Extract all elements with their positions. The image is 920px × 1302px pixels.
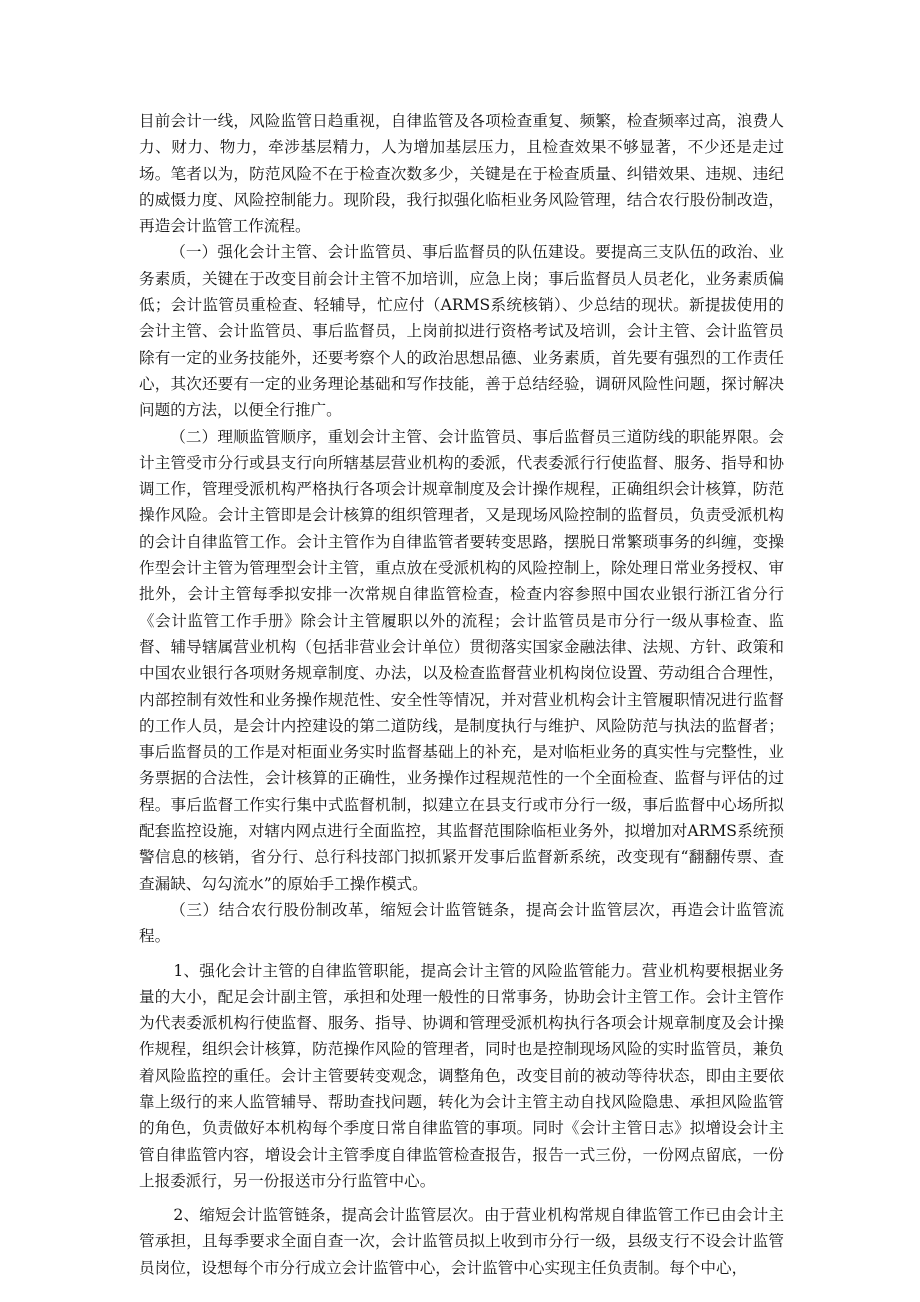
intro-paragraph: 目前会计一线，风险监管日趋重视，自律监管及各项检查重复、频繁，检查频率过高，浪费人力、财力、物力，牵涉基层精力，人为增加基层压力，且检查效果不够显著，不少还是走过场。笔者以为，防范风险不在于检查次数多少，关键是在于检查质量、纠错效果、违规、违纪的威慑力度、风险控制能力。现阶段，我行拟强化临柜业务风险管理，结合农行股份制改造，再造会计监管工作流程。 [139,112,784,236]
section-three-heading: （三）结合农行股份制改革，缩短会计监管链条，提高会计监管层次，再造会计监管流程。 [139,900,784,946]
item-two-paragraph: 2、缩短会计监管链条，提高会计监管层次。由于营业机构常规自律监管工作已由会计主管承担，且每季要求全面自查一次，会计监管员拟上收到市分行一级，县级支行不设会计监管员岗位，设想每个市分行成立会计监管中心，会计监管中心实现主任负责制。每个中心， [139,1206,784,1277]
section-one-paragraph: （一）强化会计主管、会计监管员、事后监督员的队伍建设。要提高三支队伍的政治、业务素质，关键在于改变目前会计主管不加培训，应急上岗；事后监督员人员老化，业务素质偏低；会计监管员重检查、轻辅导，忙应付（ARMS系统核销）、少总结的现状。新提拔使用的会计主管、会计监管员、事后监督员，上岗前拟进行资格考试及培训，会计主管、会计监管员除有一定的业务技能外，还要考察个人的政治思想品德、业务素质，首先要有强烈的工作责任心，其次还要有一定的业务理论基础和写作技能，善于总结经验，调研风险性问题，探讨解决问题的方法，以便全行推广。 [139,243,784,420]
document-body [139,108,784,1281]
item-one-paragraph: 1、强化会计主管的自律监管职能，提高会计主管的风险监管能力。营业机构要根据业务量的大小，配足会计副主管，承担和处理一般性的日常事务，协助会计主管工作。会计主管作为代表委派机构行使监督、服务、指导、协调和管理受派机构执行各项会计规章制度及会计操作规程，组织会计核算，防范操作风险的管理者，同时也是控制现场风险的实时监管员，兼负着风险监控的重任。会计主管要转变观念，调整角色，改变目前的被动等待状态，即由主要依靠上级行的来人监管辅导、帮助查找问题，转化为会计主管主动自找风险隐患、承担风险监管的角色，负责做好本机构每个季度日常自律监管的事项。同时《会计主管日志》拟增设会计主管自律监管内容，增设会计主管季度自律监管检查报告，报告一式三份，一份网点留底，一份上报委派行，另一份报送市分行监管中心。 [139,961,784,1190]
section-two-paragraph: （二）理顺监管顺序，重划会计主管、会计监管员、事后监督员三道防线的职能界限。会计主管受市分行或县支行向所辖基层营业机构的委派，代表委派行行使监督、服务、指导和协调工作，管理受派机构严格执行各项会计规章制度及会计操作规程，正确组织会计核算，防范操作风险。会计主管即是会计核算的组织管理者，又是现场风险控制的监督员，负责受派机构的会计自律监管工作。会计主管作为自律监管者要转变思路，摆脱日常繁琐事务的纠缠，变操作型会计主管为管理型会计主管，重点放在受派机构的风险控制上，除处理日常业务授权、审批外，会计主管每季拟安排一次常规自律监管检查，检查内容参照中国农业银行浙江省分行《会计监管工作手册》除会计主管履职以外的流程；会计监管员是市分行一级从事检查、监督、辅导辖属营业机构（包括非营业会计单位）贯彻落实国家金融法律、法规、方针、政策和中国农业银行各项财务规章制度、办法，以及检查监督营业机构岗位设置、劳动组合合理性，内部控制有效性和业务操作规范性、安全性等情况，并对营业机构会计主管履职情况进行监督的工作人员，是会计内控建设的第二道防线，是制度执行与维护、风险防范与执法的监督者；事后监督员的工作是对柜面业务实时监督基础上的补充，是对临柜业务的真实性与完整性，业务票据的合法性，会计核算的正确性，业务操作过程规范性的一个全面检查、监督与评估的过程。事后监督工作实行集中式监督机制，拟建立在县支行或市分行一级，事后监督中心场所拟配套监控设施，对辖内网点进行全面监控，其监督范围除临柜业务外，拟增加对ARMS系统预警信息的核销，省分行、总行科技部门拟抓紧开发事后监督新系统，改变现有“翻翻传票、查查漏缺、勾勾流水”的原始手工操作模式。 [139,427,784,893]
